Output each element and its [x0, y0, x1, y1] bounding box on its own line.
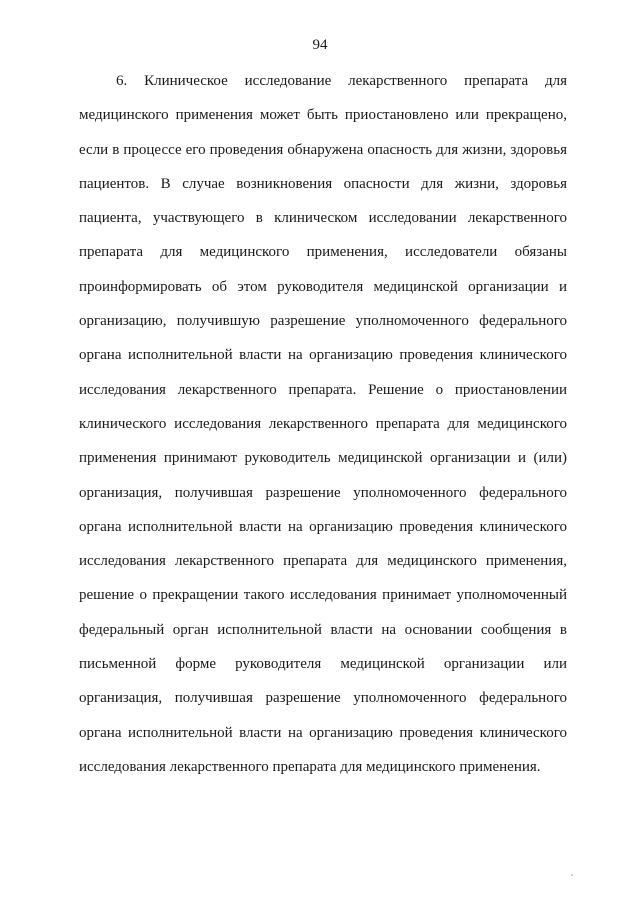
paragraph-line: письменной форме руководителя медицинской организации или — [79, 656, 567, 673]
scan-speck — [571, 874, 573, 876]
paragraph-line: решение о прекращении такого исследования принимает уполномоченный — [79, 587, 567, 604]
paragraph-line: органа исполнительной власти на организацию проведения клинического — [79, 724, 567, 741]
paragraph-line: медицинского применения может быть приостановлено или прекращено, — [79, 107, 567, 124]
paragraph-6 — [79, 70, 567, 790]
paragraph-line: пациента, участвующего в клиническом исследовании лекарственного — [79, 210, 567, 227]
paragraph-line: организация, получившая разрешение уполномоченного федерального — [79, 484, 567, 501]
paragraph-line: исследования лекарственного препарата для медицинского применения. — [79, 758, 541, 775]
paragraph-line: препарата для медицинского применения, исследователи обязаны — [79, 244, 567, 261]
paragraph-line: 6. Клиническое исследование лекарственного препарата для — [116, 73, 567, 89]
paragraph-line: если в процессе его проведения обнаружена опасность для жизни, здоровья — [79, 141, 567, 158]
paragraph-line: пациентов. В случае возникновения опасности для жизни, здоровья — [79, 175, 567, 192]
paragraph-line: федеральный орган исполнительной власти на основании сообщения в — [79, 621, 567, 638]
paragraph-line: применения принимают руководитель медицинской организации и (или) — [79, 450, 567, 467]
paragraph-line: клинического исследования лекарственного препарата для медицинского — [79, 415, 567, 432]
paragraph-line: исследования лекарственного препарата для медицинского применения, — [79, 553, 567, 570]
page-number: 94 — [312, 37, 328, 53]
paragraph-line: органа исполнительной власти на организацию проведения клинического — [79, 347, 567, 364]
paragraph-line: органа исполнительной власти на организацию проведения клинического — [79, 518, 567, 535]
paragraph-line: проинформировать об этом руководителя медицинской организации и — [79, 278, 567, 295]
paragraph-line: организацию, получившую разрешение уполномоченного федерального — [79, 313, 567, 330]
paragraph-line: исследования лекарственного препарата. Решение о приостановлении — [79, 381, 567, 398]
paragraph-line: организация, получившая разрешение уполномоченного федерального — [79, 690, 567, 707]
